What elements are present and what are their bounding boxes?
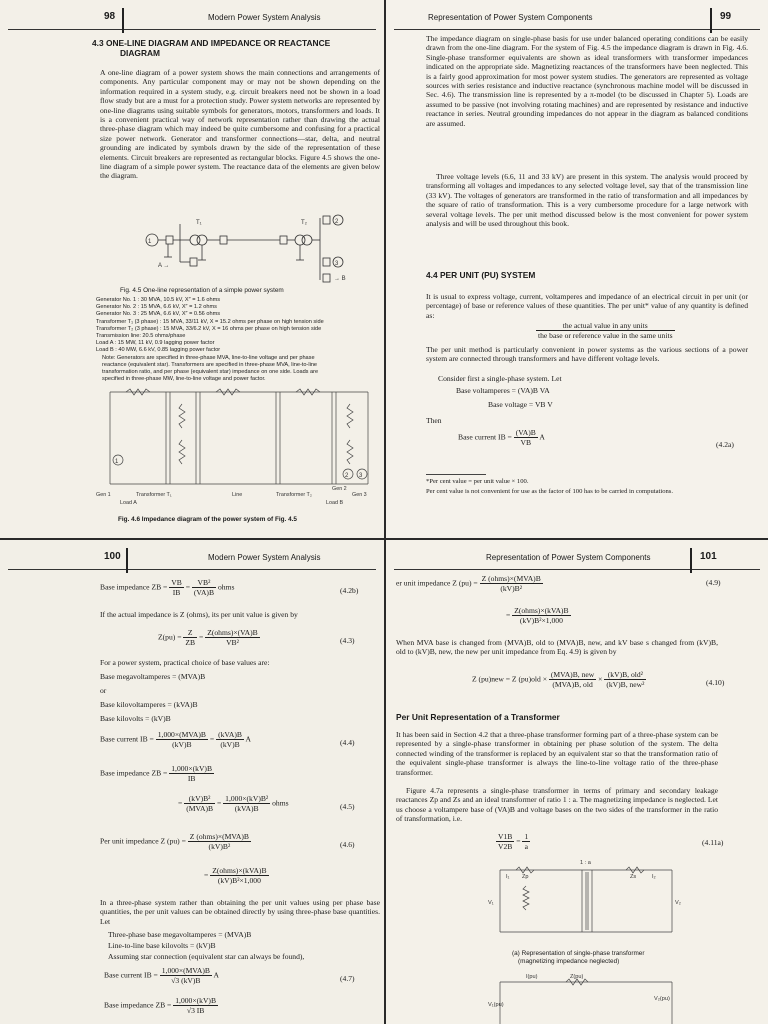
figure-caption: Fig. 4.6 Impedance diagram of the power system of Fig. 4.5: [118, 516, 297, 523]
body-paragraph: The per unit method is particularly convenient in power systems as the various sections of a power system are connected through transformers and have different voltage levels.: [426, 345, 748, 364]
numerator: Z(ohms)×(kVA)B: [212, 866, 267, 875]
denominator: V2B: [498, 842, 513, 851]
equation-line: Base kilovoltamperes = (kVA)B: [100, 700, 198, 709]
body-paragraph: Figure 4.7a represents a single-phase transformer in terms of primary and secondary leakage reactances Zp and Zs and an ideal transformer of ratio 1 : a. The magnetizing impedance is neglected. Let us choose a voltampere base of (VA)B and voltage bases on the two sides of the transformer in the ratio of transformation, i.e.: [396, 786, 718, 824]
i1-label: I₁: [506, 874, 510, 880]
denominator: (MVA)B, old: [552, 680, 593, 689]
page-98: [0, 0, 384, 538]
numerator: V1B: [498, 832, 513, 841]
header-rule: [710, 8, 712, 33]
equation-lhs: Base impedance ZB =: [104, 1000, 172, 1010]
equation-line: Base voltage = VB V: [488, 400, 553, 409]
body-paragraph: The impedance diagram on single-phase basis for use under balanced operating conditions can be easily drawn from the one-line diagram. For the system of Fig. 4.5 the impedance diagram is drawn in Fig. 4.6. Single-phase transformer equivalents are shown as ideal transformers with transformer impedances indicated on the appropriate side. Magnetizing reactances of the transformers have been neglected. This is a fairly good approximation for most power system studies. The generators are represented as voltage sources with series resistance and inductive reactance (synchronous machine model will be discussed in Sec. 4.6). The transmission line is represented by a π-model (to be discussed in Chapter 5). Loads are assumed to be passive (not involving rotating machines) and are represented by resistance and inductive reactance in series. Neutral grounding impedances do not appear in the diagram as balanced conditions are assumed.: [426, 34, 748, 128]
header-rule: [126, 548, 128, 573]
denominator: √3 (kV)B: [171, 976, 201, 985]
footnote-rule: [426, 474, 486, 475]
v1-label: V₁: [488, 900, 494, 906]
equation-4-9b: = $\frac{\text{Z(ohms)×(kVA)B}}{\text{(kV)B²×1,000}}$: [506, 606, 569, 625]
impedance-diagram: [96, 384, 382, 510]
gen-1-label: Gen 1: [96, 492, 111, 498]
transformer-circuit-b: [486, 970, 686, 1024]
component-data-item: Generator No. 3 : 25 MVA, 6.6 kV, X″ = 0.56 ohms: [96, 311, 221, 318]
component-data-item: Load B : 40 MW, 6.6 kV, 0.85 lagging power factor: [96, 347, 221, 354]
load-a-label: A →: [158, 263, 170, 269]
numerator: 1,000×(kV)B²: [225, 794, 269, 803]
gen-2-label: 2: [335, 219, 339, 225]
numerator: Z (ohms)×(MVA)B: [189, 832, 249, 841]
denominator: (kV)B, new²: [606, 680, 645, 689]
section-heading: Per Unit Representation of a Transformer: [396, 712, 560, 722]
section-heading-line-1: 4.3 ONE-LINE DIAGRAM AND IMPEDANCE OR REACTANCE: [92, 38, 331, 48]
numerator: (kVA)B: [218, 730, 242, 739]
equation-4-4: Base current IB = $\frac{\text{1,000×(MVA)B}}{(kV)B}$ = $\frac{\text{(kVA)B}}{(kV)B}$ A: [100, 730, 251, 749]
body-line: For a power system, practical choice of base values are:: [100, 658, 270, 667]
numerator: 1,000×(MVA)B: [161, 966, 210, 975]
body-line: Consider first a single-phase system. Let: [438, 374, 562, 383]
equation-lhs: Z (pu)new = Z (pu)old ×: [472, 674, 547, 684]
footnote: Per cent value is not convenient for use as the factor of 100 has to be carried in computations.: [426, 488, 674, 495]
definition-denominator: the base or reference value in the same units: [538, 331, 673, 340]
ipu-label: I(pu): [526, 974, 538, 980]
body-paragraph: A one-line diagram of a power system shows the main connections and arrangements of components. Any particular component may or may not be shown depending on the information required in a system study, e.g. circuit breakers need not be shown in a load flow study but are a must for a protection study. Power system networks are represented by one-line diagrams using suitable symbols for generators, motors, transformers and loads. It is a convenient practical way of network representation rather than drawing the actual three-phase diagram which may indeed be quite cumbersome and confusing for a practical size power network. Generator and transformer connections—star, delta, and neutral grounding are indicated by symbols drawn by the side of the representation of these elements. Circuit breakers are represented as rectangular blocks. Figure 4.5 shows the one-line diagram of a simple power system. The reactance data of the elements are given below the diagram.: [100, 68, 380, 181]
equation-4-9a: [396, 574, 543, 593]
numerator: (MVA)B, new: [550, 670, 595, 679]
equation-lhs: Base current IB =: [100, 734, 154, 744]
component-data-item: Transformer T₁ (3 phase) : 15 MVA, 33/11 kV, X = 15.2 ohms per phase on high tension side: [96, 318, 324, 325]
t1-label: T₁: [196, 220, 202, 226]
denominator: (kV)B²: [500, 584, 523, 593]
ratio-label: 1 : a: [580, 860, 591, 866]
page-number: 101: [700, 551, 717, 562]
running-head: Modern Power System Analysis: [208, 553, 321, 562]
body-line: If the actual impedance is Z (ohms), its per unit value is given by: [100, 610, 298, 619]
equation-number: (4.11a): [702, 838, 724, 847]
denominator: (VA)B: [193, 588, 215, 597]
load-b-label: → B: [334, 276, 346, 282]
numerator: 1,000×(MVA)B: [157, 730, 206, 739]
load-a-label: Load A: [120, 500, 137, 506]
equation-number: (4.2b): [340, 586, 359, 595]
component-data-item: Transmission line: 20.5 ohms/phase: [96, 333, 186, 340]
page-101: [386, 540, 768, 1024]
component-data-item: specified in three-phase MW, line-to-line voltage and power factor.: [102, 376, 266, 383]
denominator: (kV)B²×1,000: [519, 616, 563, 625]
equation-lhs: Base impedance ZB =: [100, 582, 168, 592]
equation-4-6a: [100, 832, 251, 851]
page-header: [8, 8, 376, 30]
denominator: (kV)B: [172, 740, 192, 749]
unit: A: [539, 432, 545, 442]
component-data-item: Note: Generators are specified in three-phase MVA, line-to-line voltage and per phase: [102, 354, 315, 361]
figure-caption: (a) Representation of single-phase transformer: [512, 950, 645, 957]
equation-4-11a: $\frac{V1B}{V2B}$ = $\frac{1}{a}$: [498, 832, 529, 851]
denominator: ZB: [185, 638, 196, 647]
equation-4-5b: = $\frac{\text{(kV)B²}}{\text{(MVA)B}}$ = $\frac{\text{1,000×(kV)B²}}{\text{(kVA)B}}$ ohms: [178, 794, 289, 813]
denominator: IB: [172, 588, 181, 597]
unit: ohms: [217, 582, 235, 592]
numerator: VB²: [192, 578, 216, 588]
equation-4-5a: [100, 764, 214, 783]
figure-caption: Fig. 4.5 One-line representation of a simple power system: [120, 287, 284, 294]
definition-numerator: the actual value in any units: [536, 321, 675, 331]
equation-4-10: Z (pu)new = Z (pu)old × $\frac{\text{(MVA)B, new}}{\text{(MVA)B, old}}$ × $\frac{\text{(kV)B, old²}}{\text{(kV)B, new²}}$: [472, 670, 645, 689]
component-data-item: reactance (equivalent star). Transformers are specified in three-phase MVA, line-to-line: [102, 361, 318, 368]
equation-lhs: Base current IB =: [104, 970, 158, 980]
equation-number: (4.6): [340, 840, 355, 849]
equation-lhs: Base current IB =: [458, 432, 512, 442]
equation-line: Base kilovolts = (kV)B: [100, 714, 171, 723]
numerator: Z: [183, 628, 197, 638]
numerator: (kV)B²: [184, 794, 215, 804]
page-number: 99: [720, 11, 732, 22]
denominator: (MVA)B: [186, 804, 214, 813]
equation-line: Base voltamperes = (VA)B VA: [456, 386, 550, 395]
header-rule: [122, 8, 124, 33]
i2-label: I₂: [652, 874, 656, 880]
node-3-label: 3: [359, 473, 363, 479]
page-header: [8, 548, 376, 570]
numerator: Z(ohms)×(kVA)B: [514, 606, 569, 615]
body-paragraph: When MVA base is changed from (MVA)B, old to (MVA)B, new, and kV base s changed from (kV)B, old to (kV)B, new, the new per unit impedance from Eq. 4.9) is given by: [396, 638, 718, 657]
equation-number: (4.5): [340, 802, 355, 811]
denominator: a: [524, 842, 529, 851]
unit: A: [213, 970, 219, 980]
equation-line: Three-phase base megavoltamperes = (MVA)B: [108, 930, 252, 939]
denominator: VB²: [226, 638, 239, 647]
gen-1-label: 1: [148, 239, 152, 245]
body-paragraph: Three voltage levels (6.6, 11 and 33 kV) are present in this system. The analysis would proceed by transforming all voltages and impedances to any selected voltage level, say that of the transmission line (33 kV). The voltages of generators are transformed in the ratio of transformation and all impedances by the square of ratio of transformation. This is a very cumbersome procedure for a large network with several voltage levels. The per unit method discussed below is the most convenient for power system analysis and will be used throughout this book.: [426, 172, 748, 229]
component-data-list: [96, 297, 382, 383]
denominator: (kV)B²: [208, 842, 231, 851]
component-data-item: Generator No. 1 : 30 MVA, 10.5 kV, X″ = 1.6 ohms: [96, 297, 221, 303]
running-head: Representation of Power System Components: [428, 13, 593, 22]
transformer-t2-label: Transformer T₂: [276, 492, 312, 498]
gen-2-label: Gen 2: [332, 486, 347, 492]
transformer-t1-label: Transformer T₁: [136, 492, 172, 498]
node-1-label: 1: [115, 459, 119, 465]
component-data-item: Generator No. 2 : 15 MVA, 6.6 kV, X″ = 1.2 ohms: [96, 304, 217, 311]
page-100: [0, 540, 384, 1024]
body-line: Assuming star connection (equivalent star can always be found),: [108, 952, 305, 961]
page-number: 98: [104, 11, 116, 22]
section-heading: 4.4 PER UNIT (PU) SYSTEM: [426, 270, 536, 280]
footnote: *Per cent value = per unit value × 100.: [426, 478, 529, 485]
equation-4-7: [104, 966, 219, 985]
node-2-label: 2: [345, 473, 349, 479]
v1pu-label: V₁(pu): [488, 1002, 504, 1008]
t2-label: T₂: [301, 220, 307, 226]
denominator: VB: [520, 438, 532, 447]
page-header: [394, 8, 760, 30]
numerator: (VA)B: [515, 428, 536, 437]
component-data-item: Transformer T₂ (3 phase) : 15 MVA, 33/6.2 kV, X = 16 ohms per phase on high tension side: [96, 325, 322, 332]
denominator: IB: [187, 774, 196, 783]
numerator: 1,000×(kV)B: [171, 764, 213, 773]
equation-number: (4.10): [706, 678, 725, 687]
section-heading: [92, 38, 382, 58]
section-heading-line-2: DIAGRAM: [120, 48, 161, 58]
component-data-item: Load A : 15 MW, 11 kV, 0.9 lagging power factor: [96, 340, 215, 347]
per-unit-definition: [536, 321, 675, 340]
numerator: 1,000×(kV)B: [175, 996, 217, 1005]
body-line: or: [100, 686, 107, 695]
equation-line: Base megavoltamperes = (MVA)B: [100, 672, 206, 681]
numerator: 1: [524, 832, 529, 841]
denominator: (kVA)B: [234, 804, 259, 813]
equation-4-3: Z(pu) = $\frac{Z}{ZB}$ = $\frac{\text{Z(ohms)×(VA)B}}{\text{VB²}}$: [158, 628, 258, 647]
unit: ohms: [272, 798, 289, 808]
equation-number: (4.7): [340, 974, 355, 983]
running-head: Modern Power System Analysis: [208, 13, 321, 22]
denominator: √3 IB: [186, 1006, 205, 1015]
body-paragraph: In a three-phase system rather than obtaining the per unit values using per phase base quantities, the per unit values can be obtained directly by using three-phase base quantities. Let: [100, 898, 380, 926]
transformer-circuit-a: [486, 856, 686, 946]
page-header: [394, 548, 760, 570]
equation-lhs: Z(pu) =: [158, 632, 182, 642]
equation-number: (4.3): [340, 636, 355, 645]
equation-number: (4.4): [340, 738, 355, 747]
equation-lhs: er unit impedance Z (pu) =: [396, 578, 478, 588]
equation-4-6b: = $\frac{\text{Z(ohms)×(kVA)B}}{\text{(kV)B²×1,000}}$: [204, 866, 267, 885]
load-b-label: Load B: [326, 500, 344, 506]
numerator: Z (ohms)×(MVA)B: [481, 574, 541, 583]
body-paragraph: It is usual to express voltage, current, voltamperes and impedance of an electrical circuit in per unit (or percentage) of base or reference values of these quantities. The per unit* value of any quantity is defined as:: [426, 292, 748, 320]
equation-lhs: Base impedance ZB =: [100, 768, 168, 778]
zs-label: Zs: [630, 874, 637, 880]
equation-4-2a: [458, 428, 545, 447]
page-number: 100: [104, 551, 121, 562]
body-paragraph: It has been said in Section 4.2 that a three-phase transformer forming part of a three-phase system can be represented by a single-phase transformer in obtaining per phase solution of the system. The delta connected winding of the transformer is replaced by an equivalent star so that the transformation ratio of the equivalent single-phase transformer is always the line-to-line voltage ratio of the three-phase transformer.: [396, 730, 718, 777]
numerator: Z(ohms)×(VA)B: [207, 628, 258, 637]
body-line: Then: [426, 416, 442, 425]
equation-4-8: [104, 996, 218, 1015]
component-data-item: transformation ratio, and per phase (equivalent star) impedance on one side. Loads are: [102, 369, 319, 376]
v2-label: V₂: [675, 900, 681, 906]
zp-label: Zp: [522, 874, 529, 880]
equation-number: (4.9): [706, 578, 721, 587]
running-head: Representation of Power System Components: [486, 553, 651, 562]
v2pu-label: V₂(pu): [654, 996, 670, 1002]
page-99: [386, 0, 768, 538]
gen-3-label: 3: [335, 261, 339, 267]
numerator: VB: [171, 578, 182, 587]
line-label: Line: [232, 492, 243, 498]
denominator: (kV)B²×1,000: [217, 876, 261, 885]
equation-number: (4.2a): [716, 440, 734, 449]
figure-caption: (magnetizing impedance neglected): [518, 958, 620, 965]
gen-3-label: Gen 3: [352, 492, 367, 498]
unit: A: [245, 734, 251, 744]
equation-lhs: Per unit impedance Z (pu) =: [100, 836, 186, 846]
zpu-label: Z(pu): [570, 974, 584, 980]
header-rule: [690, 548, 692, 573]
denominator: (kV)B: [220, 740, 240, 749]
numerator: (kV)B, old²: [604, 670, 646, 680]
equation-line: Line-to-line base kilovolts = (kV)B: [108, 941, 216, 950]
one-line-diagram: [140, 212, 370, 287]
equation-4-2b: Base impedance ZB = $\frac{VB}{IB}$ = $\frac{\text{VB²}}{(VA)B}$ ohms: [100, 578, 235, 597]
